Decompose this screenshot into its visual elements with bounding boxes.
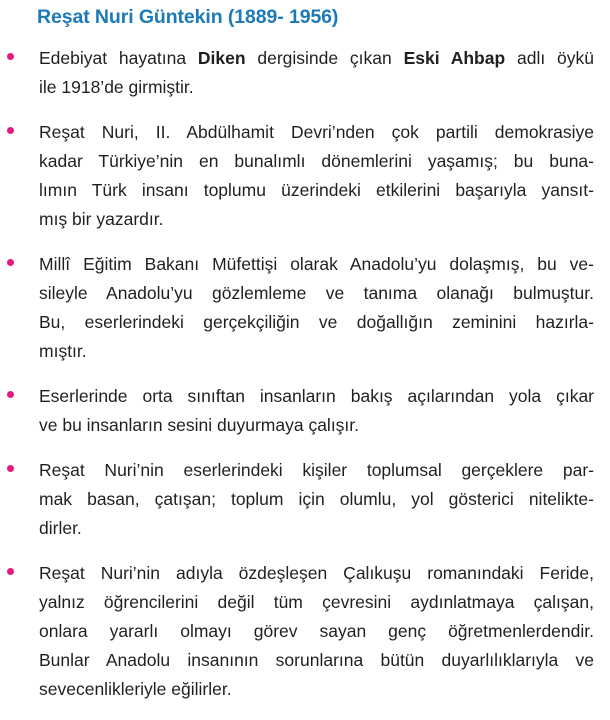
text-line: Edebiyat hayatına Diken dergisinde çıkan Eski Ahbap adlı öykü [39,48,594,68]
text-line: lımın Türk insanı toplumu üzerindeki etkilerini başarıyla yansıt- [39,180,594,200]
bullet-dot-icon [7,259,14,266]
bullet-dot-icon [7,53,14,60]
text-line: mak basan, çatışan; toplum için olumlu, yol gösterici nitelikte- [39,489,594,509]
list-item [0,456,610,543]
bold-text: Diken [197,48,246,68]
text-line: mış bir yazardır. [39,209,164,229]
text-line: ve bu insanların sesini duyurmaya çalışır. [39,415,360,435]
text-line: yalnız öğrencilerini değil tüm çevresini aydınlatmaya çalışan, [39,592,594,612]
bold-text: Eski Ahbap [403,48,506,68]
text-line: Reşat Nuri, II. Abdülhamit Devri’nden çok partili demokrasiye [39,122,594,142]
text-line: onlara yararlı olmayı görev sayan genç öğretmenlerdendir. [39,621,594,641]
list-item [0,382,610,440]
bullet-dot-icon [7,127,14,134]
list-item [0,44,610,102]
text-line: Eserlerinde orta sınıftan insanların bakış açılarından yola çıkar [39,386,594,406]
list-item [0,250,610,366]
text-line: Millî Eğitim Bakanı Müfettişi olarak Anadolu’yu dolaşmış, bu ve- [39,254,594,274]
bullet-dot-icon [7,465,14,472]
text-line: sevecenlikleriyle eğilirler. [39,679,232,699]
bullet-dot-icon [7,391,14,398]
text-line: Reşat Nuri’nin eserlerindeki kişiler toplumsal gerçeklere par- [39,460,594,480]
text-line: kadar Türkiye’nin en bunalımlı dönemlerini yaşamış; bu buna- [39,151,594,171]
list-item [0,118,610,234]
text-line: ile 1918’de girmiştir. [39,77,194,97]
list-item [0,559,610,704]
bullet-dot-icon [7,568,14,575]
text-line: Bunlar Anadolu insanının sorunlarına bütün duyarlılıklarıyla ve [39,650,594,670]
text-line: dirler. [39,518,82,538]
text-line: Bu, eserlerindeki gerçekçiliğin ve doğallığın zeminini hazırla- [39,312,594,332]
text-line: mıştır. [39,341,87,361]
page-title: Reşat Nuri Güntekin (1889- 1956) [37,6,339,28]
bullet-list [0,44,610,720]
text-line: Reşat Nuri’nin adıyla özdeşleşen Çalıkuşu romanındaki Feride, [39,563,594,583]
text-line: sileyle Anadolu’yu gözlemleme ve tanıma olanağı bulmuştur. [39,283,594,303]
